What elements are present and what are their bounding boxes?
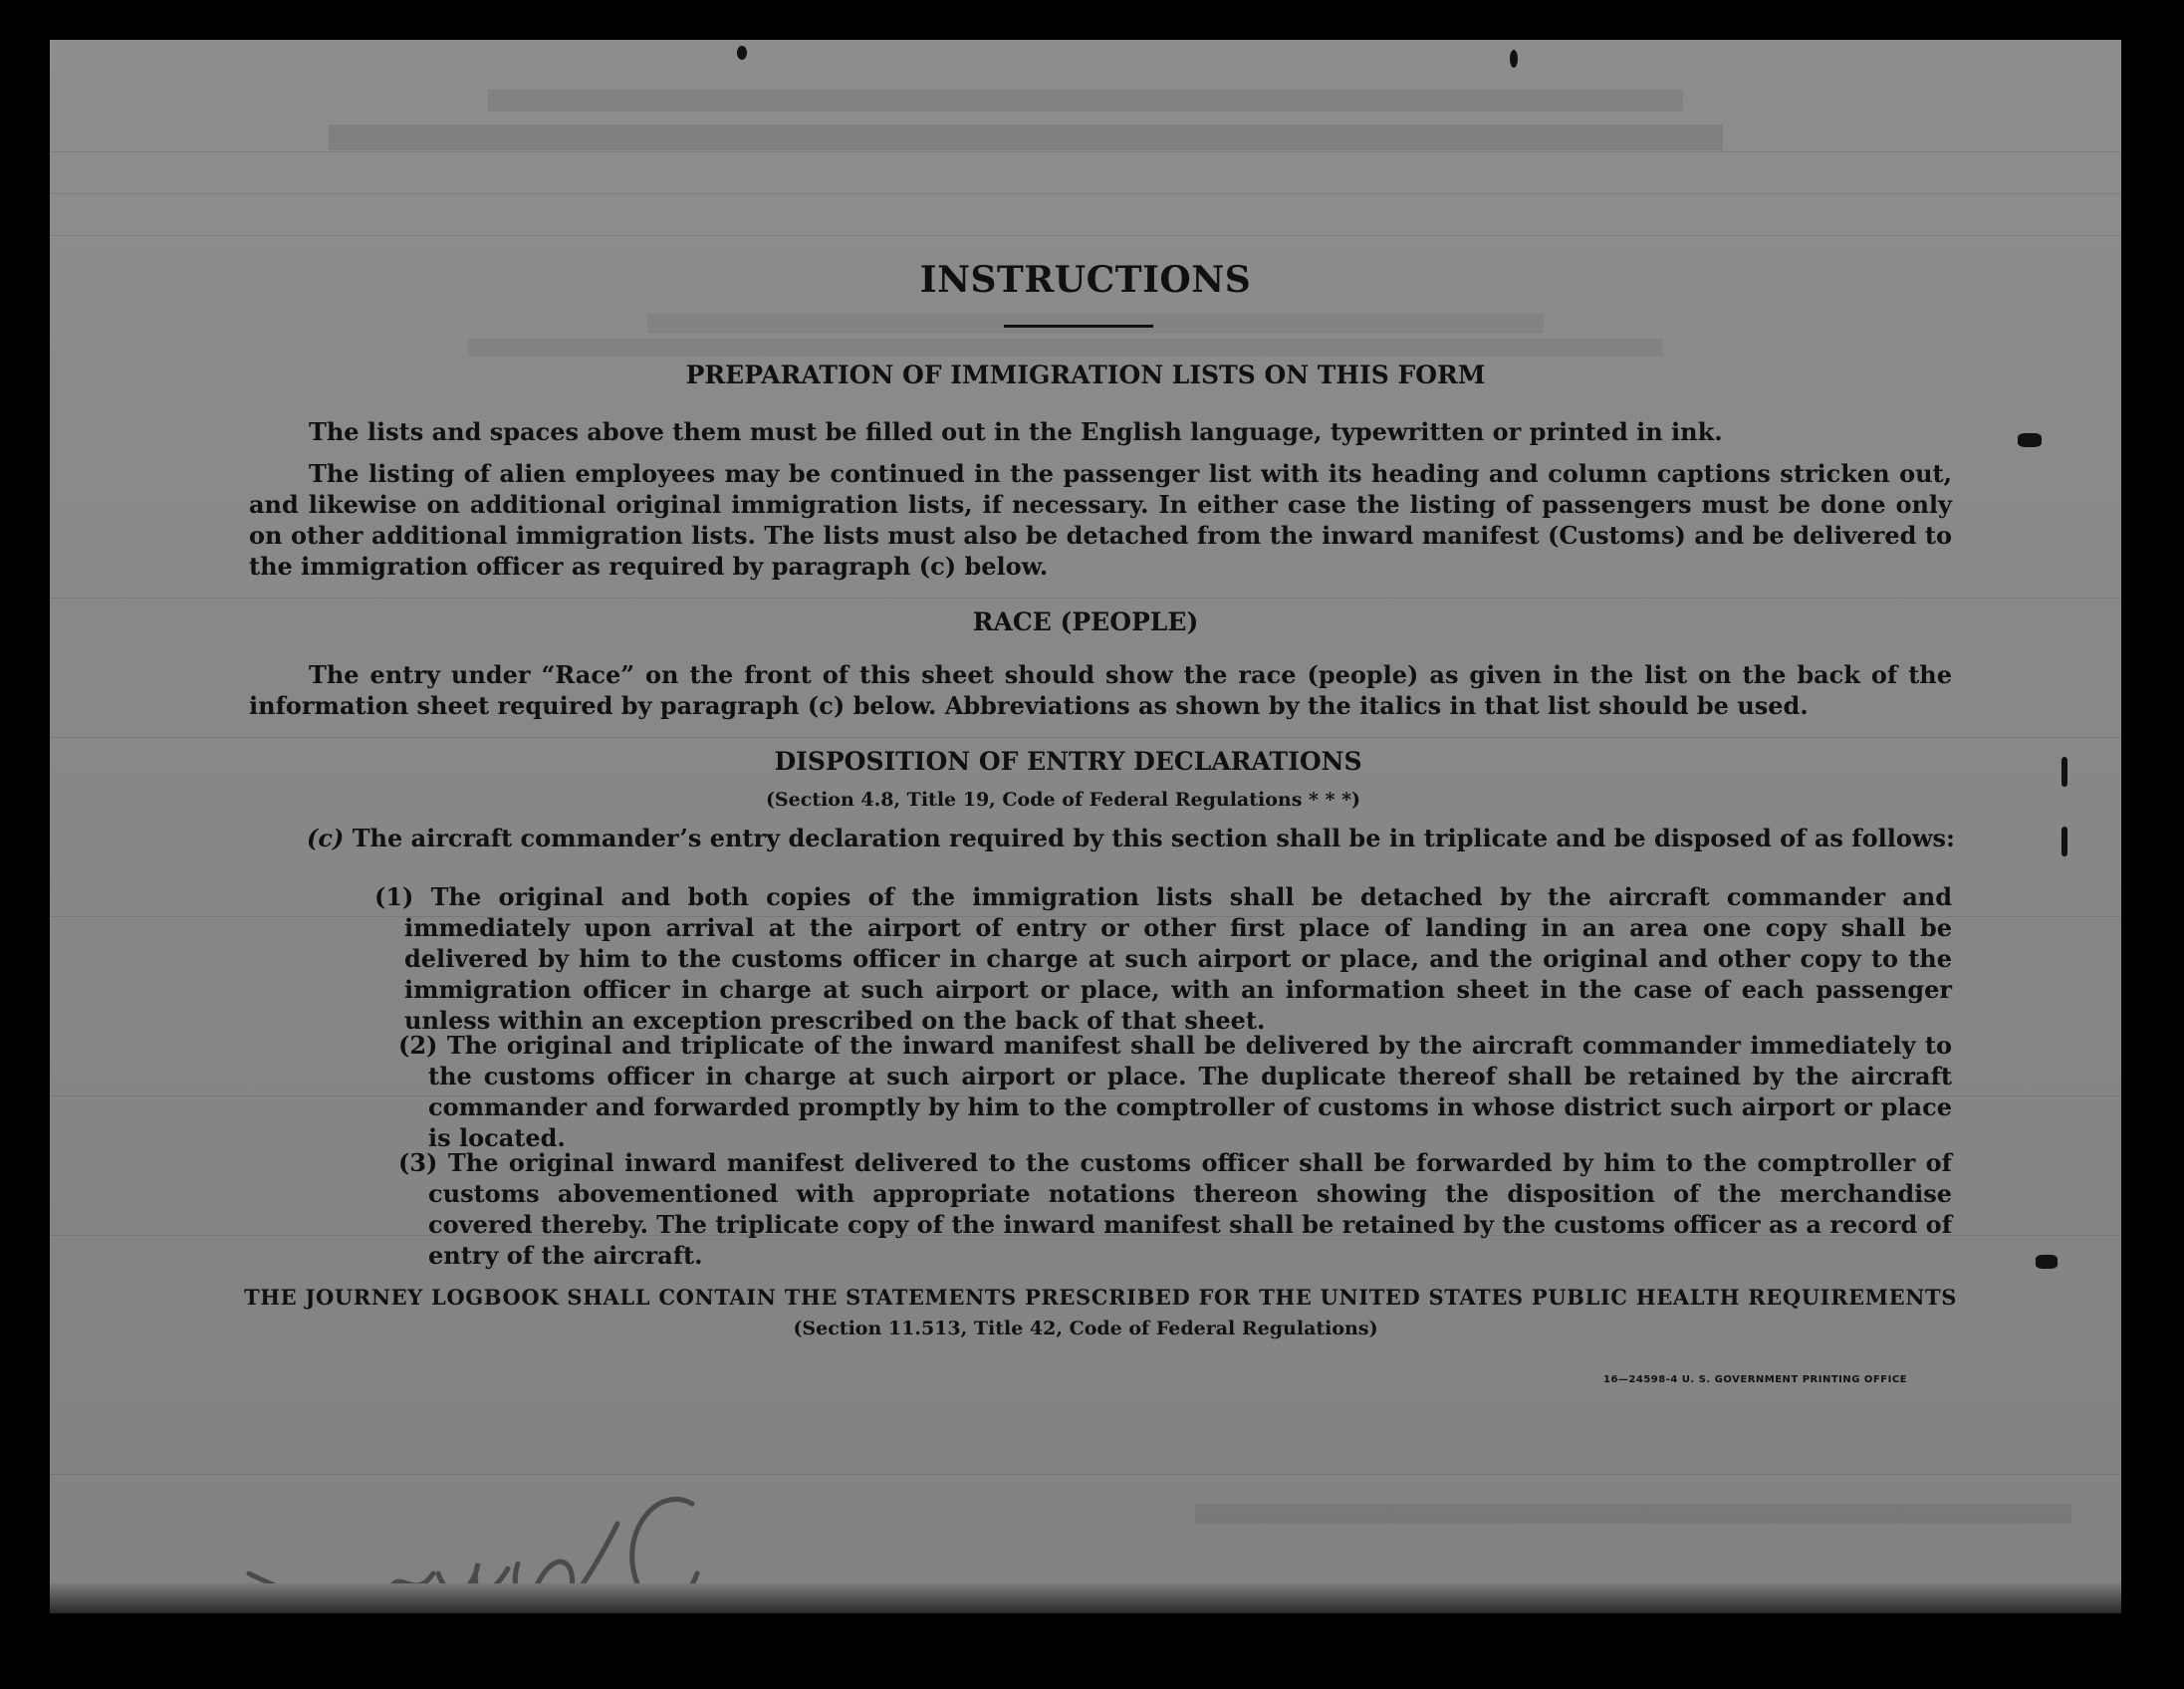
item-text: The original inward manifest delivered to the customs officer shall be forwarded by him to the comptroller of customs abovementioned with appropriate notations thereon showing the disposition of the merchandise covered thereby. The triplicate copy of the inward manifest shall be retained by the customs officer as a record of entry of the aircraft.: [428, 1148, 1953, 1270]
ruled-line: [50, 737, 2121, 738]
dust-speck: [2062, 757, 2067, 787]
dust-speck: [2018, 433, 2042, 447]
disposition-intro-text: The aircraft commander’s entry declaration required by this section shall be in triplicate and be disposed of as follows:: [352, 824, 1955, 852]
preparation-heading: PREPARATION OF IMMIGRATION LISTS ON THIS FORM: [685, 361, 1486, 389]
item-marker: (2): [398, 1031, 438, 1060]
item-text: The original and both copies of the immigration lists shall be detached by the aircraft commander and immediately upon arrival at the airport of entry or other first place of landing in an area one copy shall be delivered by him to the customs officer in charge at such airport or place, and the original and other copy to the immigration officer in charge at such airport or place, with an information sheet in the case of each passenger unless within an exception prescribed on the back of that sheet.: [404, 882, 1952, 1035]
bleed-through-band: [1195, 1504, 2071, 1524]
document-sheet: [50, 40, 2121, 1613]
bleed-through-band: [329, 124, 1723, 150]
item-marker: (3): [398, 1148, 438, 1177]
dust-speck: [1510, 50, 1518, 68]
disposition-item-1: [374, 881, 1952, 1036]
ruled-line: [50, 598, 2121, 599]
bleed-through-band: [468, 339, 1663, 357]
disposition-item-2: [398, 1030, 1952, 1153]
dust-speck: [737, 46, 747, 60]
disposition-citation: (Section 4.8, Title 19, Code of Federal Regulations * * *): [765, 789, 1361, 811]
printer-mark: 16—24598-4 U. S. GOVERNMENT PRINTING OFFICE: [1603, 1374, 1907, 1385]
race-heading: RACE (PEOPLE): [972, 607, 1199, 636]
ruled-line: [50, 235, 2121, 236]
race-paragraph: The entry under “Race” on the front of this sheet should show the race (people) as given in the list on the back of the information sheet required by paragraph (c) below. Abbreviations as shown by the italics in that list should be used.: [249, 660, 1952, 720]
dust-speck: [2036, 1255, 2058, 1269]
bleed-through-band: [488, 90, 1683, 112]
bleed-through-band: [647, 314, 1544, 334]
preparation-paragraph-2: The listing of alien employees may be continued in the passenger list with its heading and column captions stricken out, and likewise on additional original immigration lists, if necessary. In either case the listing of passengers must be done only on other additional immigration lists. The lists must also be detached from the inward manifest (Customs) and be delivered to the immigration officer as required by paragraph (c) below.: [249, 459, 1952, 581]
ruled-line: [50, 193, 2121, 194]
health-requirements-statement: THE JOURNEY LOGBOOK SHALL CONTAIN THE STATEMENTS PRESCRIBED FOR THE UNITED STATES PUBLIC HEALTH REQUIREMENTS: [244, 1285, 1957, 1310]
item-marker: (1): [374, 882, 414, 911]
disposition-intro-marker: (c): [307, 824, 345, 852]
disposition-intro: [307, 823, 1972, 853]
ruled-line: [50, 151, 2121, 152]
item-text: The original and triplicate of the inward manifest shall be delivered by the aircraft commander immediately to the customs officer in charge at such airport or place. The duplicate thereof shall be retained by the aircraft commander and forwarded promptly by him to the comptroller of customs in whose district such airport or place is located.: [428, 1031, 1952, 1152]
disposition-heading: DISPOSITION OF ENTRY DECLARATIONS: [774, 747, 1362, 776]
torn-bottom-edge: [50, 1583, 2121, 1613]
title-underline: [1004, 325, 1153, 328]
disposition-item-3: [398, 1147, 1953, 1271]
preparation-paragraph-1: The lists and spaces above them must be filled out in the English language, typewritten or printed in ink.: [309, 417, 1723, 446]
dust-speck: [2062, 827, 2067, 856]
page-title: INSTRUCTIONS: [919, 259, 1252, 301]
health-requirements-citation: (Section 11.513, Title 42, Code of Federal Regulations): [793, 1318, 1378, 1339]
